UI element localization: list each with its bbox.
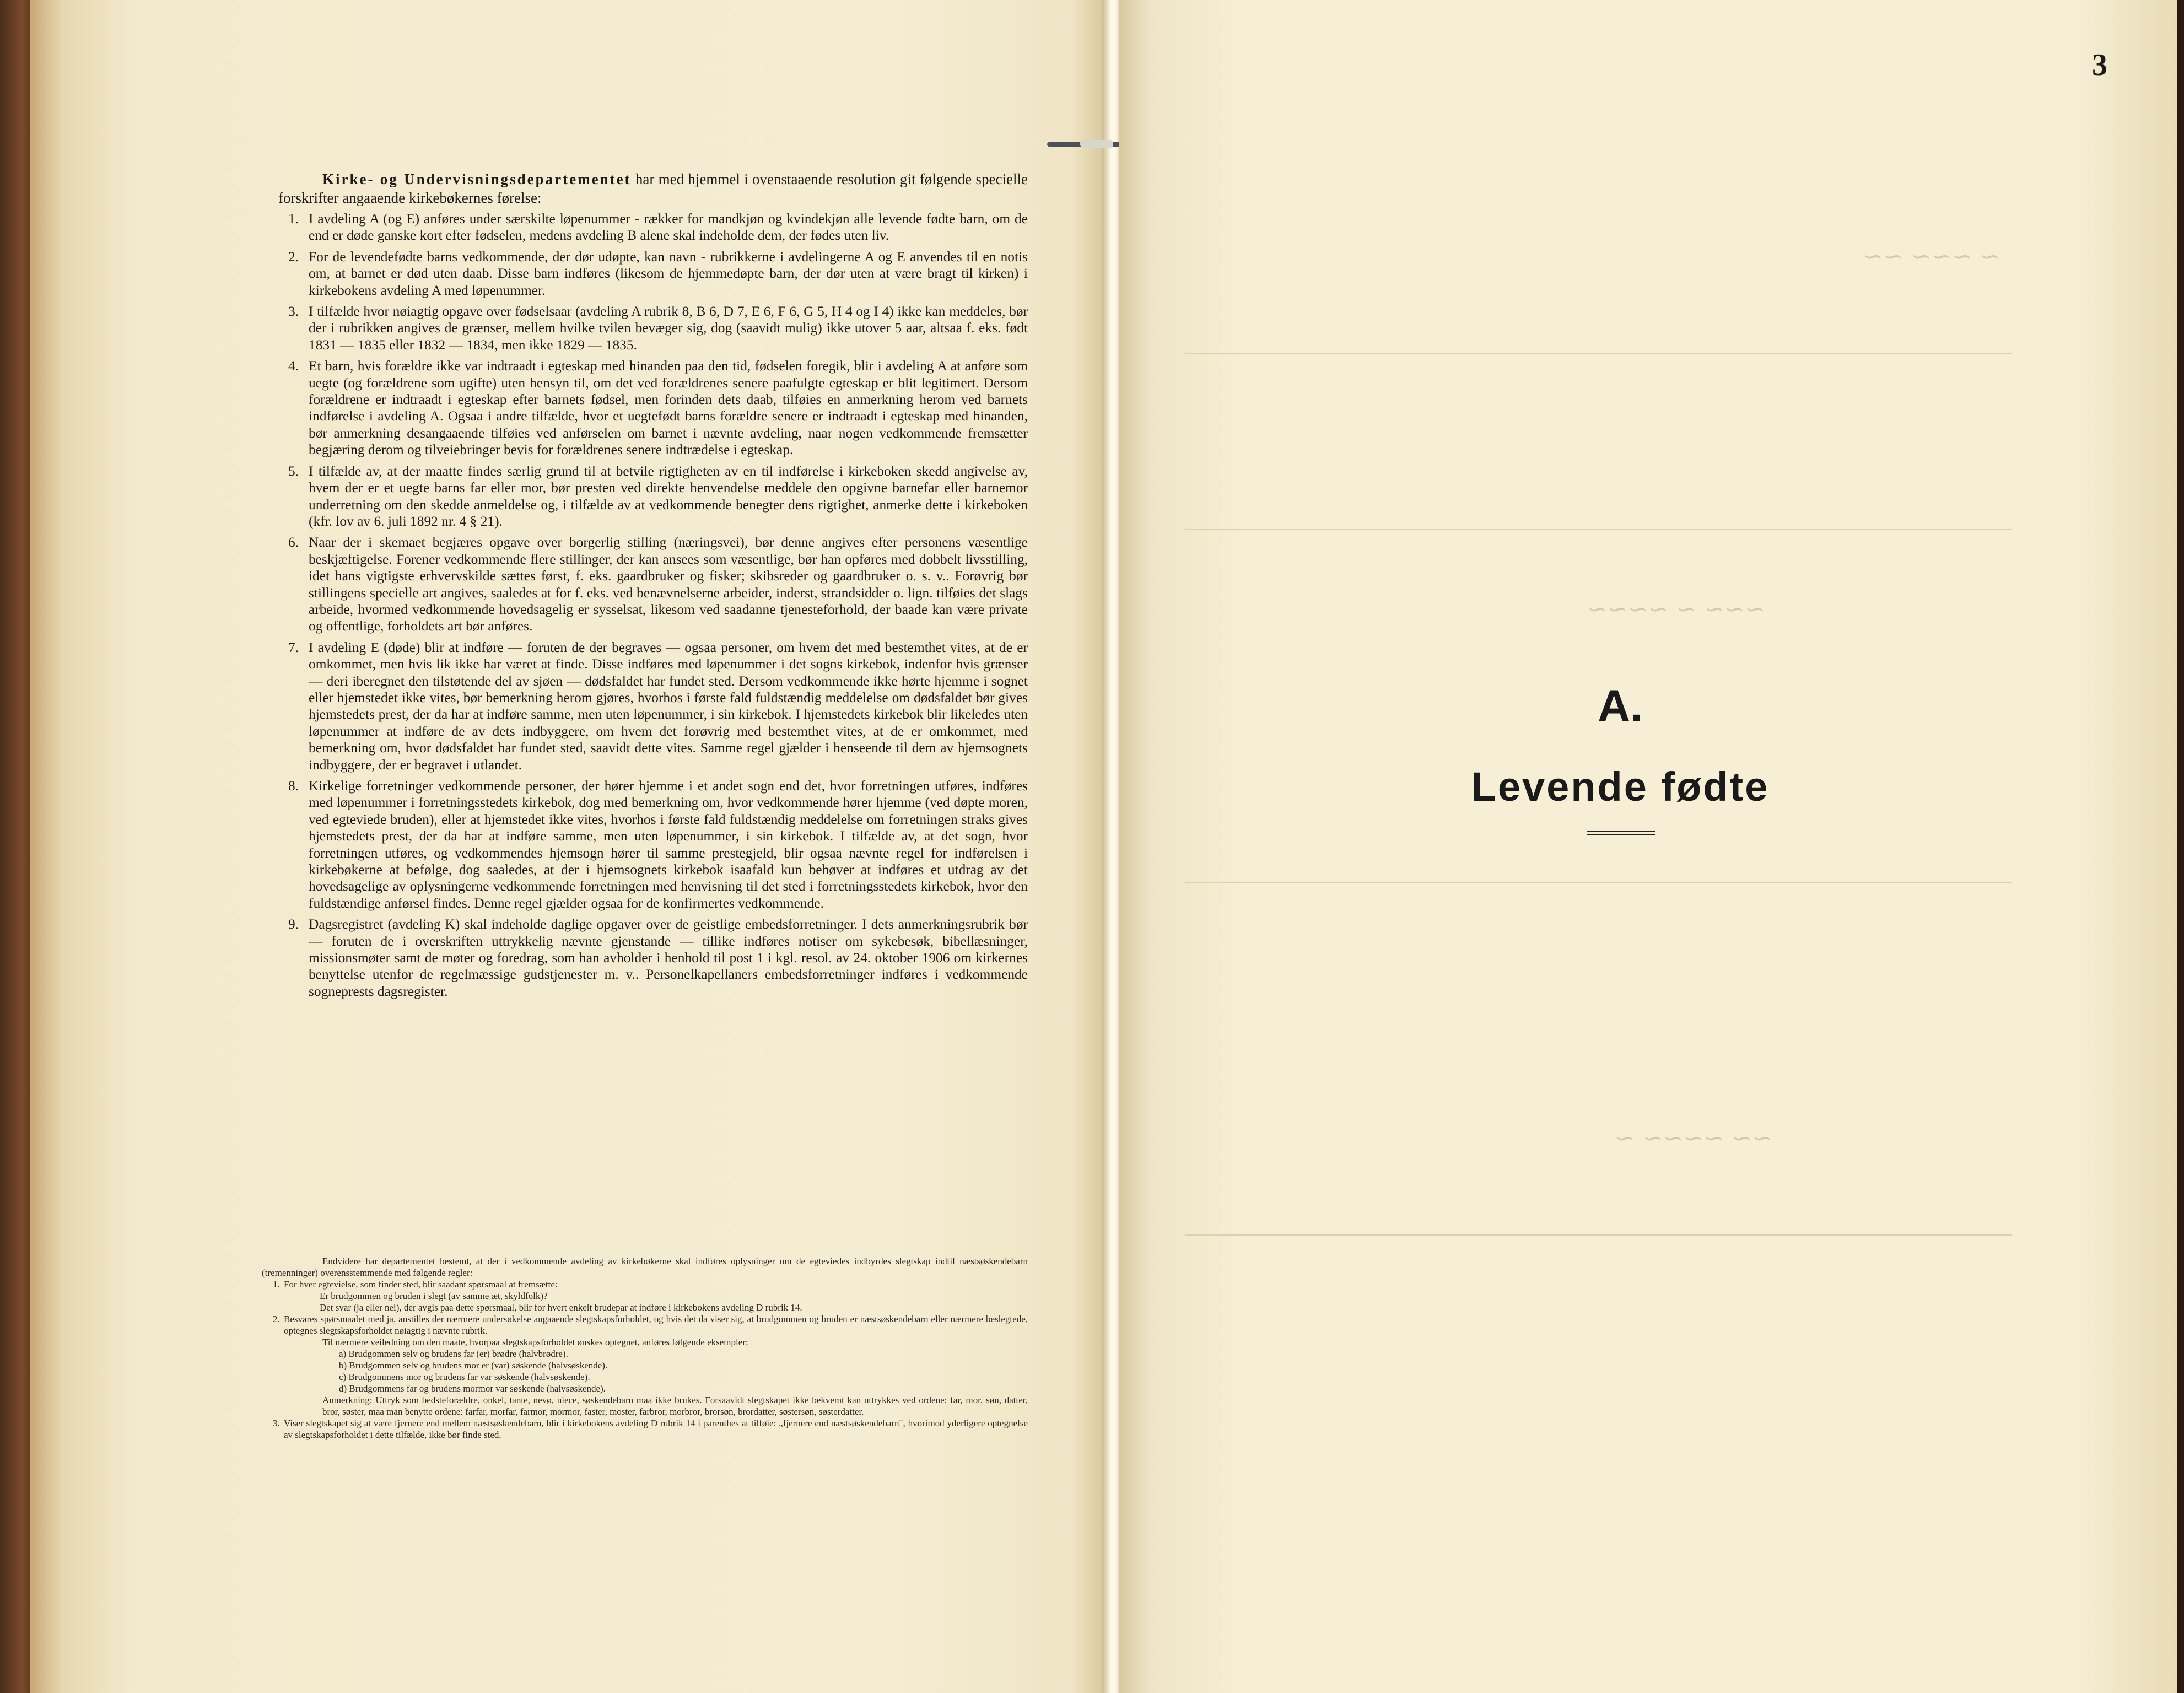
rule-item xyxy=(278,249,1028,299)
note-example: c) Brudgommens mor og brudens far var søskende (halvsøskende). xyxy=(339,1372,590,1382)
bleed-through-line xyxy=(1185,1234,2012,1236)
section-title: Levende fødte xyxy=(1471,764,1770,810)
note-guidance: Til nærmere veiledning om den maate, hvorpaa slegtskapsforholdet ønskes optegnet, anføres følgende eksempler: xyxy=(322,1337,748,1347)
rule-number: 9. xyxy=(288,916,299,932)
rule-item xyxy=(278,358,1028,458)
instructions-block xyxy=(278,170,1028,1004)
rule-item xyxy=(278,303,1028,353)
rule-item xyxy=(278,463,1028,530)
rule-number: 1. xyxy=(288,211,299,227)
note-text: Viser slegtskapet sig at være fjernere end mellem næstsøskendebarn, blir i kirkebokens avdeling D rubrik 14 i parenthes at tilføie: „fjernere end næstsøskendebarn", hvorimod yderligere optegnelse av slegtskapsforholdet i dette tilfælde, ikke bør finde sted. xyxy=(284,1418,1028,1440)
rule-text: I tilfælde hvor nøiagtig opgave over fødselsaar (avdeling A rubrik 8, B 6, D 7, E 6, F 6, G 5, H 4 og I 4) ikke kan meddeles, bør der i rubrikken angives de grænser, mellem hvilke tvilen bevæger sig, dog (saavidt mulig) ikke utover 5 aar, altsaa f. eks. født 1831 — 1835 eller 1832 — 1834, men ikke 1829 — 1835. xyxy=(309,304,1028,353)
rule-text: Kirkelige forretninger vedkommende personer, der hører hjemme i et andet sogn end det, hvor forretningen utføres, indføres med løpenummer i forretningsstedets kirkebok, dog med bemerkning om, hvor vedkommende hører hjemme (ved døpte moren, ved egteviede bruden), eller at hjemstedet ikke vites, hvorhos i første fald fuldstændig meddelelse om forretningen straks gives hjemstedets prest, der da har at indføre samme, men uten løpenummer, i sin kirkebok. I tilfælde av, at det sogn, hvor forretningen utføres, og vedkommendes hjemsogn hører til samme prestegjeld, blir ogsaa nævnte regel for indførelsen i kirkebøkerne at befølge, dog saaledes, at der i hjemsognets kirkebok isaafald kun behøver at indføres et utdrag av det hovedsagelige av oplysningerne vedkommende forretningen med henvisning til det sted i forretningsstedets kirkebok, hvor den fuldstændige anførsel findes. Denne regel gjælder ogsaa for de konfirmertes vedkommende. xyxy=(309,778,1028,911)
rule-item xyxy=(278,211,1028,244)
rule-number: 8. xyxy=(288,778,299,794)
rule-number: 5. xyxy=(288,463,299,479)
left-page xyxy=(30,0,1105,1693)
note-item xyxy=(262,1279,1028,1290)
note-text: For hver egtevielse, som finder sted, blir saadant spørsmaal at fremsætte: xyxy=(284,1279,558,1290)
note-number: 2. xyxy=(273,1314,280,1324)
rule-text: For de levendefødte barns vedkommende, der dør udøpte, kan navn - rubrikkerne i avdelingerne A og E anvendes til en notis om, at barnet er død uten daab. Disse barn indføres (likesom de hjemmedøpte barn, der dør uten at være bragt til kirken) i kirkebokens avdeling A med løpenummer. xyxy=(309,249,1028,298)
note-example: a) Brudgommen selv og brudens far (er) brødre (halvbrødre). xyxy=(339,1349,568,1359)
intro-text: har med hjemmel i ovenstaaende resolution git følgende specielle forskrifter angaaende kirkebøkernes førelse: xyxy=(278,171,1028,206)
rule-text: Et barn, hvis forældre ikke var indtraadt i egteskap med hinanden paa den tid, fødselen foregik, blir i avdeling A at anføre som uegte (og forældrene som ugifte) uten hensyn til, om det ved forældrenes senere paafulgte egteskap er blit legitimert. Dersom forældrene er indtraadt i egteskap efter barnets fødsel, men forinden dets daab, tilføies en anmerkning herom ved barnets indførelse i avdeling A. Ogsaa i andre tilfælde, hvor et uegtefødt barns forældre senere er indtraadt i egteskap med hinanden, bør anmerkning desangaaende tilføies ved anførselen om barnet i nævnte avdeling, naar nogen vedkommende fremsætter begjæring derom og tilveiebringer bevis for forældrenes senere indtrædelse i egteskap. xyxy=(309,358,1028,458)
section-letter: A. xyxy=(1598,681,1643,731)
bleed-through-script: ~ ~~~ ~~ xyxy=(1863,242,2000,271)
intro-paragraph xyxy=(278,170,1028,207)
note-answer: Det svar (ja eller nei), der avgis paa dette spørsmaal, blir for hvert enkelt brudepar at indføre i kirkebokens avdeling D rubrik 14. xyxy=(320,1302,802,1313)
ministry-name: Kirke- og Undervisningsdepartementet xyxy=(322,171,632,187)
note-question: Er brudgommen og bruden i slegt (av samme æt, skyldfolk)? xyxy=(320,1291,548,1301)
right-page xyxy=(1119,0,2177,1693)
rule-text: Naar der i skemaet begjæres opgave over borgerlig stilling (næringsvei), bør denne angives efter personens væsentlige beskjæftigelse. Forener vedkommende flere stillinger, der kan ansees som væsentlige, bør han opføres med dobbelt livsstilling, idet hans vigtigste erhvervskilde sættes først, f. eks. gaardbruker og fisker; skibsreder og gaardbruker o. s. v.. Forøvrig bør stillingens specielle art angives, saaledes at for f. eks. ved benævnelserne arbeider, inderst, strandsidder o. lign. tilføies det slags arbeide, hvormed vedkommende hovedsagelig er sysselsat, likesom ved saadanne tjenesteforhold, der baade kan være private og offentlige, forholdets art bør anføres. xyxy=(309,535,1028,634)
note-remark: Anmerkning: Uttryk som bedsteforældre, onkel, tante, nevø, niece, søskendebarn maa ikke brukes. Forsaavidt slegtskapet ikke bekvemt kan uttrykkes ved ordene: far, mor, søn, datter, bror, søster, maa man benytte ordene: farfar, morfar, farmor, mormor, faster, moster, farbror, morbror, brorsøn, brordatter, søstersøn, søsterdatter. xyxy=(322,1395,1028,1417)
rule-number: 2. xyxy=(288,249,299,265)
notes-intro: Endvidere har departementet bestemt, at der i vedkommende avdeling av kirkebøkerne skal indføres oplysninger om de egteviedes indbyrdes slegtskap indtil næstsøskendebarn (tremenninger) overensstemmende med følgende regler: xyxy=(262,1256,1028,1278)
page-number: 3 xyxy=(2092,48,2107,82)
thread-knot xyxy=(1080,140,1113,148)
rule-number: 6. xyxy=(288,535,299,551)
kinship-notes xyxy=(262,1255,1028,1441)
bleed-through-line xyxy=(1185,529,2012,530)
note-example: b) Brudgommen selv og brudens mor er (var) søskende (halvsøskende). xyxy=(339,1360,608,1371)
note-text: Besvares spørsmaalet med ja, anstilles der nærmere undersøkelse angaaende slegtskapsforholdet, og hvis det da viser sig, at brudgommen og bruden er næstsøskendebarn eller nærmere beslegtede, optegnes slegtskapsforholdet nøiagtig i nævnte rubrik. xyxy=(284,1314,1028,1336)
note-number: 1. xyxy=(273,1279,280,1290)
bleed-through-line xyxy=(1185,353,2012,354)
title-ornament xyxy=(1587,831,1655,838)
rule-text: I avdeling A (og E) anføres under særskilte løpenummer - rækker for mandkjøn og kvindekjøn alle levende fødte barn, om de end er døde ganske kort efter fødselen, medens avdeling B alene skal indeholde dem, der fødes uten liv. xyxy=(309,211,1028,244)
rule-text: I avdeling E (døde) blir at indføre — foruten de der begraves — ogsaa personer, om hvem det med bestemthet vites, at de er omkommet, men hvis lik ikke har været at finde. Disse indføres med løpenummer i det sogns kirkebok, indenfor hvis grænser — deri iberegnet den tilstøtende del av sjøen — dødsfaldet har fundet sted. Dersom vedkommende ikke hørte hjemme i sognet eller hjemstedet ikke vites, bør bemerkning herom gjøres, hvorhos i første fald fuldstændig meddelelse om dødsfaldet bør gives hjemstedets prest, der da har at indføre samme, men uten løpenummer, i sin kirkebok. I hjemstedets kirkebok blir likeledes uten løpenummer at indføre de av dets indbyggere, om hvem det forøvrig med bestemthet vites, at de er omkommet, med bemerkning om, hvor dødsfaldet har fundet sted, saavidt dette vites. Samme regel gjælder i henseende til dem av hjemsognets indbyggere, der er begravet i utlandet. xyxy=(309,639,1028,773)
rule-number: 3. xyxy=(288,304,299,320)
bleed-through-script: ~~ ~~~~ ~ xyxy=(1615,1124,1773,1152)
note-number: 3. xyxy=(273,1418,280,1428)
rule-item xyxy=(278,916,1028,1000)
note-item xyxy=(262,1313,1028,1336)
bleed-through-script: ~~~ ~ ~~~~ xyxy=(1587,595,1765,623)
rules-list xyxy=(278,211,1028,1000)
rule-item xyxy=(278,639,1028,773)
note-item xyxy=(262,1417,1028,1441)
rule-text: Dagsregistret (avdeling K) skal indeholde daglige opgaver over de geistlige embedsforretninger. I dets anmerkningsrubrik bør — foruten de i overskriften uttrykkelig nævnte gjenstande — tillike indføres notiser om sykebesøk, bibellæsninger, missionsmøter samt de møter og foredrag, som han avholder i henhold til post 1 i kgl. resol. av 24. oktober 1906 om kirkernes benyttelse utenfor de regelmæssige gudstjenester m. v.. Personelkapellaners embedsforretninger indføres i vedkommende sogneprests dagsregister. xyxy=(309,916,1028,999)
bleed-through-line xyxy=(1185,882,2012,883)
rule-number: 7. xyxy=(288,639,299,655)
note-example: d) Brudgommens far og brudens mormor var søskende (halvsøskende). xyxy=(339,1383,606,1394)
rule-text: I tilfælde av, at der maatte findes særlig grund til at betvile rigtigheten av en til indførelse i kirkeboken skedd angivelse av, hvem der er et uegte barns far eller mor, bør presten ved direkte henvendelse meddele den opgivne barnefar eller barnemor underretning om den skedde anmeldelse og, i tilfælde av at vedkommende benegter dens rigtighet, anmerke dette i kirkeboken (kfr. lov av 6. juli 1892 nr. 4 § 21). xyxy=(309,463,1028,529)
rule-number: 4. xyxy=(288,358,299,374)
rule-item xyxy=(278,534,1028,634)
rule-item xyxy=(278,778,1028,912)
